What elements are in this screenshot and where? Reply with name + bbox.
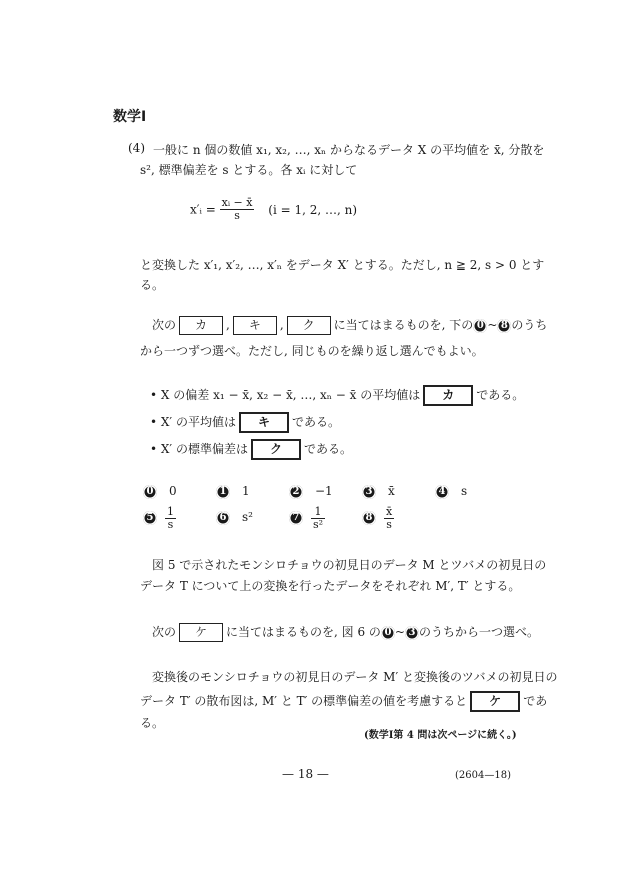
- option-number-marker: 8: [362, 511, 376, 525]
- choice-range-end-marker: 8: [497, 319, 511, 333]
- bullet-after: である。: [476, 388, 525, 402]
- option-number-marker: 4: [435, 485, 449, 499]
- option-8: [362, 505, 393, 531]
- intro-line-2: s², 標準偏差を s とする。各 xᵢ に対して: [140, 163, 358, 177]
- bullet-text: • X の偏差 x₁ − x̄, x₂ − x̄, …, xₙ − x̄ の平均値は: [150, 388, 421, 402]
- choice-range-tilde: ~: [487, 318, 498, 332]
- option-6: [216, 510, 253, 525]
- option-number-marker: 1: [216, 485, 230, 499]
- question-1-line-2: から一つずつ選べ。ただし, 同じものを繰り返し選んでもよい。: [140, 344, 484, 358]
- option-fraction: [165, 506, 176, 531]
- choice-range-end-marker: 3: [405, 626, 419, 640]
- option-number-marker: 7: [289, 511, 303, 525]
- question-1-sep-2: ,: [279, 318, 284, 332]
- option-number-marker: 0: [143, 485, 157, 499]
- option-fraction-numerator: 1: [167, 505, 174, 518]
- bullet-item: [150, 385, 524, 406]
- final-text-line-2-pre: データ T′ の散布図は, M′ と T′ の標準偏差の値を考慮すると: [140, 694, 468, 708]
- exam-code: (2604—18): [455, 770, 511, 781]
- option-1: [216, 484, 250, 499]
- figure-text-line-2: データ T について上の変換を行ったデータをそれぞれ M′, T′ とする。: [140, 579, 521, 593]
- bullet-item: [150, 412, 340, 433]
- answer-box-ke: ケ: [179, 623, 223, 642]
- option-5: [143, 505, 174, 531]
- option-fraction-numerator: x̄: [386, 505, 393, 518]
- transform-line-1: と変換した x′₁, x′₂, …, x′ₙ をデータ X′ とする。ただし, n ≧ 2, s > 0 とす: [140, 258, 545, 272]
- transform-line-2: る。: [140, 278, 165, 292]
- question-1-line-1: [152, 316, 547, 335]
- option-7: [289, 505, 324, 531]
- question-2-line: [152, 623, 539, 642]
- bullet-text: • X′ の標準偏差は: [150, 442, 248, 456]
- subject-title: 数学Ⅰ: [113, 109, 147, 125]
- option-2: [289, 484, 333, 499]
- option-value: s: [461, 484, 468, 498]
- formula-fraction: [220, 197, 255, 222]
- option-value: s²: [242, 510, 253, 524]
- option-value: 1: [242, 484, 250, 498]
- formula-lhs: x′ᵢ =: [190, 202, 216, 217]
- option-fraction-numerator: 1: [311, 506, 325, 519]
- option-value: x̄: [388, 484, 395, 498]
- bullet-after: である。: [291, 415, 340, 429]
- option-4: [435, 484, 468, 499]
- bullet-after: である。: [303, 442, 352, 456]
- option-fraction-denominator: s: [167, 518, 174, 531]
- option-fraction-denominator: s: [386, 518, 392, 531]
- question-1-prefix: 次の: [152, 318, 177, 332]
- option-number-marker: 3: [362, 485, 376, 499]
- continue-note: (数学Ⅰ第 4 問は次ページに続く。): [364, 730, 517, 741]
- intro-line-1: 一般に n 個の数値 x₁, x₂, …, xₙ からなるデータ X の平均値を x̄, 分散を: [153, 143, 545, 157]
- question-2-suffix-2: のうちから一つ選べ。: [418, 625, 539, 639]
- question-2-prefix: 次の: [152, 625, 177, 639]
- answer-box-ku: ク: [251, 439, 301, 460]
- question-1-suffix: に当てはまるものを, 下の: [333, 318, 474, 332]
- option-number-marker: 5: [143, 511, 157, 525]
- option-fraction: [384, 506, 394, 531]
- choice-range-tilde: ~: [394, 625, 405, 639]
- option-fraction: [311, 506, 325, 531]
- question-2-suffix: に当てはまるものを, 図 6 の: [226, 625, 381, 639]
- option-number-marker: 6: [216, 511, 230, 525]
- option-value: 0: [169, 484, 177, 498]
- choice-range-start-marker: 0: [473, 319, 487, 333]
- problem-number: (4): [128, 141, 145, 155]
- figure-text-line-1: 図 5 で示されたモンシロチョウの初見日のデータ M とツバメの初見日の: [152, 558, 547, 572]
- bullet-text: • X′ の平均値は: [150, 415, 236, 429]
- answer-box-ke: ケ: [470, 691, 520, 712]
- answer-box-ku: ク: [287, 316, 331, 335]
- formula-numerator: xᵢ − x̄: [221, 196, 253, 209]
- final-text-line-2-post: であ: [523, 694, 548, 708]
- answer-box-ki: キ: [239, 412, 289, 433]
- option-0: [143, 484, 177, 499]
- final-text-line-2: [140, 691, 547, 712]
- final-text-line-1: 変換後のモンシロチョウの初見日のデータ M′ と変換後のツバメの初見日の: [152, 670, 558, 684]
- answer-box-ka: カ: [423, 385, 473, 406]
- option-value: −1: [315, 484, 333, 498]
- option-number-marker: 2: [289, 485, 303, 499]
- final-text-line-3: る。: [140, 716, 165, 730]
- formula: [190, 197, 357, 222]
- bullet-item: [150, 439, 352, 460]
- choice-range-start-marker: 0: [381, 626, 395, 640]
- option-fraction-denominator: s²: [313, 518, 324, 531]
- question-1-sep-1: ,: [226, 318, 230, 332]
- answer-box-ki: キ: [233, 316, 277, 335]
- formula-condition: (i = 1, 2, …, n): [268, 202, 358, 217]
- answer-box-ka: カ: [179, 316, 223, 335]
- formula-denominator: s: [234, 209, 240, 222]
- option-3: [362, 484, 395, 499]
- question-1-suffix-2: のうち: [511, 318, 548, 332]
- page-number: — 18 —: [282, 767, 329, 781]
